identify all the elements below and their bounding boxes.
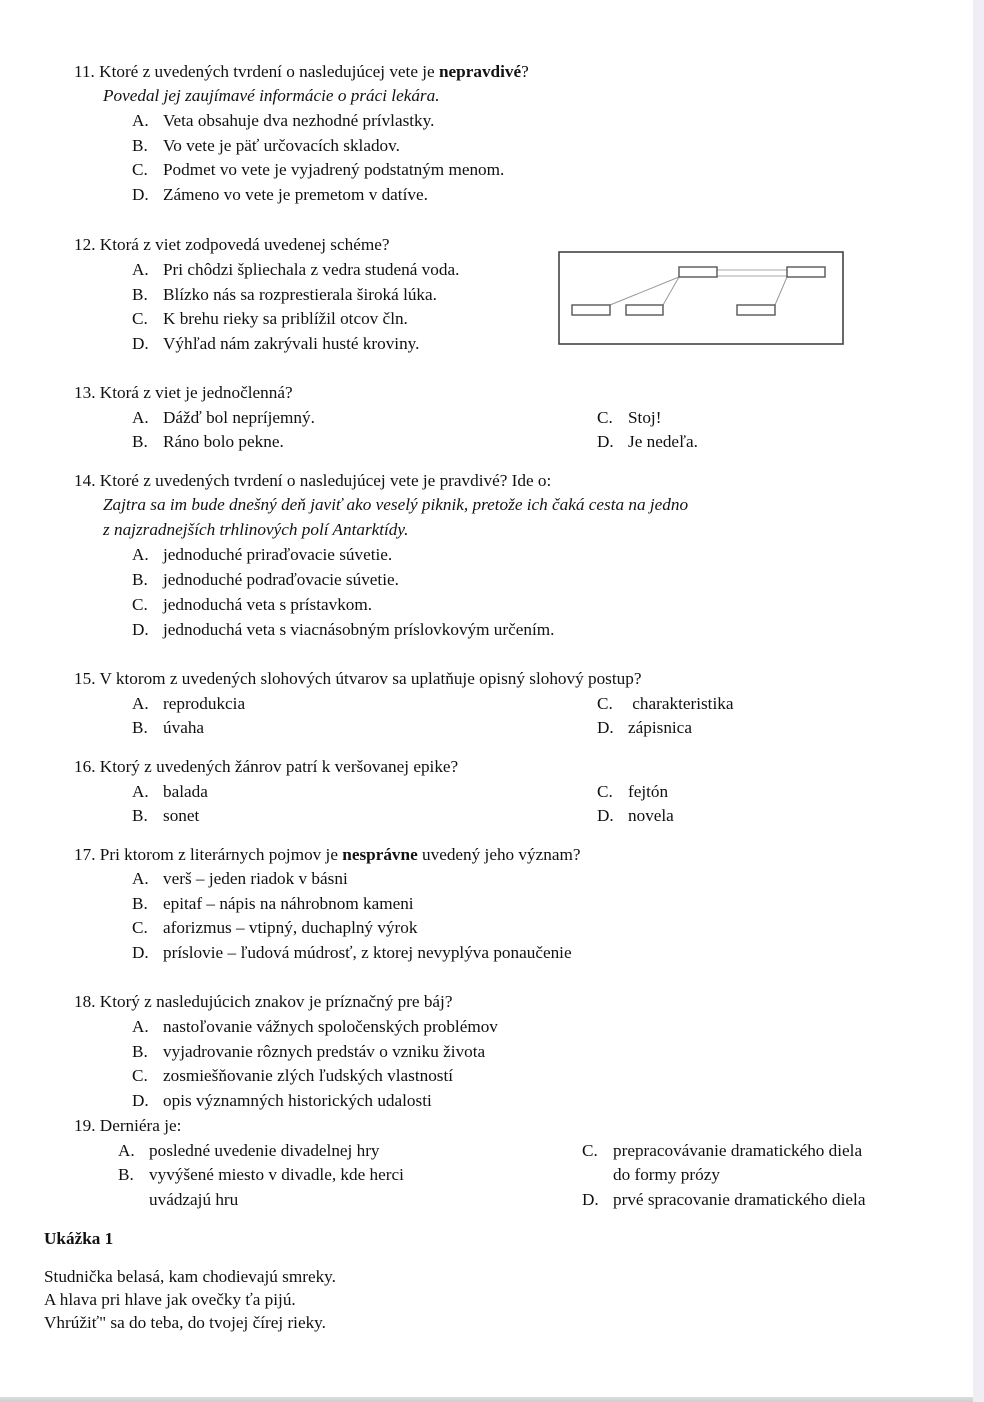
option-letter: A. [132,694,149,713]
option-text: jednoduché priraďovacie súvetie. [163,545,393,564]
question-11 [74,62,529,82]
option-11-c [132,160,504,180]
question-text: Derniéra je: [99,1116,182,1135]
question-emphasis: nepravdivé [438,62,522,81]
diagram-frame [559,252,843,344]
scheme-box-subject [679,267,717,277]
option-text: epitaf – nápis na náhrobnom kameni [163,894,414,913]
option-text: nastoľovanie vážnych spoločenských problémov [163,1017,498,1036]
option-text: Výhľad nám zakrývali husté kroviny. [163,334,420,353]
option-text: verš – jeden riadok v básni [163,869,348,888]
option-letter: D. [132,185,149,204]
option-19-b-continued: uvádzajú hru [149,1190,239,1209]
option-letter: A. [132,408,149,427]
option-17-d [132,943,572,963]
option-17-c [132,918,417,938]
option-19-c-continued: do formy prózy [613,1165,720,1184]
option-text: charakteristika [628,694,734,713]
question-text: Ktoré z uvedených tvrdení o nasledujúcej vete je pravdivé? Ide o: [99,471,552,490]
question-19 [74,1116,181,1136]
option-text: prvé spracovanie dramatického diela [613,1190,866,1209]
option-letter: A. [118,1141,135,1160]
option-letter: D. [597,718,614,737]
option-12-a [132,260,459,280]
option-19-a [118,1141,380,1161]
option-letter: C. [132,309,148,328]
option-12-b [132,285,437,305]
question-17 [74,845,580,865]
option-16-b [132,806,199,826]
option-14-b [132,570,399,590]
option-17-a [132,869,348,889]
scheme-box-1 [572,305,610,315]
option-15-d [597,718,692,738]
option-letter: A. [132,1017,149,1036]
option-text: Zámeno vo vete je premetom v datíve. [163,185,428,204]
option-19-c [582,1141,862,1161]
sentence-scheme-diagram [558,251,846,347]
option-letter: A. [132,260,149,279]
option-text: reprodukcia [163,694,246,713]
link-1 [610,277,679,305]
option-text: aforizmus – vtipný, duchaplný výrok [163,918,418,937]
option-letter: D. [582,1190,599,1209]
poem-line-2: A hlava pri hlave jak ovečky ťa pijú. [44,1290,296,1309]
poem-line-3: Vhrúžiť" sa do teba, do tvojej čírej rieky. [44,1313,326,1332]
option-letter: C. [132,595,148,614]
option-17-b [132,894,414,914]
question-text: Ktorý z nasledujúcich znakov je príznačný pre báj? [99,992,453,1011]
option-11-b [132,136,400,156]
option-13-a [132,408,315,428]
question-text: V ktorom z uvedených slohových útvarov sa uplatňuje opisný slohový postup? [99,669,642,688]
option-12-d [132,334,419,354]
question-18 [74,992,452,1012]
option-text: balada [163,782,208,801]
option-text: Dážď bol nepríjemný. [163,408,315,427]
link-3 [775,277,787,305]
poem-line-1: Studnička belasá, kam chodievajú smreky. [44,1267,336,1286]
question-number: 13. [74,383,96,402]
question-text: Ktorý z uvedených žánrov patrí k veršovanej epike? [99,757,459,776]
question-12 [74,235,389,255]
option-text: Veta obsahuje dva nezhodné prívlastky. [163,111,435,130]
option-11-a [132,111,434,131]
option-letter: B. [132,136,148,155]
option-text: vyjadrovanie rôznych predstáv o vzniku života [163,1042,486,1061]
link-2 [663,277,679,305]
option-letter: A. [132,869,149,888]
option-text: Vo vete je päť určovacích skladov. [163,136,400,155]
option-text: fejtón [628,782,669,801]
option-text: zápisnica [628,718,692,737]
option-14-a [132,545,392,565]
option-text: zosmiešňovanie zlých ľudských vlastností [163,1066,454,1085]
option-letter: A. [132,782,149,801]
option-letter: C. [582,1141,598,1160]
option-text: novela [628,806,674,825]
option-text: Ráno bolo pekne. [163,432,284,451]
option-15-c [597,694,733,714]
option-19-b [118,1165,404,1185]
option-15-a [132,694,245,714]
option-letter: C. [597,782,613,801]
question-number: 16. [74,757,96,776]
option-text: úvaha [163,718,205,737]
option-text: posledné uvedenie divadelnej hry [149,1141,380,1160]
option-letter: B. [132,806,148,825]
question-text-end: ? [521,62,529,81]
option-text: prepracovávanie dramatického diela [613,1141,863,1160]
option-text: Je nedeľa. [628,432,698,451]
option-text: Pri chôdzi špliechala z vedra studená voda. [163,260,460,279]
option-11-d [132,185,428,205]
option-letter: B. [132,718,148,737]
option-text: K brehu rieky sa priblížil otcov čln. [163,309,408,328]
option-18-b [132,1042,485,1062]
option-letter: A. [132,545,149,564]
option-18-a [132,1017,498,1037]
page-bottom-edge [0,1397,973,1402]
option-19-d [582,1190,865,1210]
question-14 [74,471,551,491]
option-text: opis významných historických udalosti [163,1091,432,1110]
option-letter: B. [132,285,148,304]
option-letter: C. [132,160,148,179]
question-text: Ktorá z viet je jednočlenná? [99,383,293,402]
question-number: 15. [74,669,96,688]
question-emphasis: nesprávne [342,845,418,864]
question-number: 19. [74,1116,96,1135]
option-letter: B. [132,432,148,451]
option-letter: D. [132,1091,149,1110]
option-text: Stoj! [628,408,662,427]
option-text: sonet [163,806,200,825]
option-letter: B. [118,1165,134,1184]
option-text: Podmet vo vete je vyjadrený podstatným menom. [163,160,505,179]
question-text: Pri ktorom z literárnych pojmov je [99,845,343,864]
option-15-b [132,718,204,738]
example-sentence: Povedal jej zaujímavé informácie o práci lekára. [103,86,440,105]
question-text-end: uvedený jeho význam? [417,845,581,864]
option-13-c [597,408,661,428]
example-sentence-line-1: Zajtra sa im bude dnešný deň javiť ako veselý piknik, pretože ich čaká cesta na jedno [103,495,689,514]
option-13-d [597,432,698,452]
option-letter: C. [597,408,613,427]
option-text: jednoduchá veta s prístavkom. [163,595,373,614]
sample-heading: Ukážka 1 [44,1229,114,1248]
option-letter: C. [597,694,613,713]
option-letter: D. [597,432,614,451]
option-letter: C. [132,1066,148,1085]
option-12-c [132,309,408,329]
question-text: Ktoré z uvedených tvrdení o nasledujúcej vete je [99,62,439,81]
scheme-box-3 [737,305,775,315]
option-14-d [132,620,554,640]
option-text: Blízko nás sa rozprestierala široká lúka. [163,285,437,304]
option-letter: B. [132,570,148,589]
option-14-c [132,595,372,615]
question-number: 12. [74,235,96,254]
option-letter: C. [132,918,148,937]
option-16-a [132,782,208,802]
option-letter: B. [132,894,148,913]
option-letter: B. [132,1042,148,1061]
option-letter: D. [132,334,149,353]
question-number: 17. [74,845,96,864]
option-text: jednoduché podraďovacie súvetie. [163,570,399,589]
option-letter: A. [132,111,149,130]
scheme-box-2 [626,305,663,315]
question-15 [74,669,641,689]
example-sentence-line-2: z najzradnejších trhlinových polí Antarktídy. [103,520,409,539]
option-13-b [132,432,284,452]
option-letter: D. [132,620,149,639]
option-text: vyvýšené miesto v divadle, kde herci [149,1165,404,1184]
option-16-d [597,806,674,826]
option-18-d [132,1091,432,1111]
option-text: jednoduchá veta s viacnásobným príslovkovým určením. [163,620,555,639]
question-16 [74,757,458,777]
scheme-box-predicate [787,267,825,277]
question-13 [74,383,293,403]
question-number: 14. [74,471,96,490]
option-letter: D. [597,806,614,825]
option-18-c [132,1066,453,1086]
option-text: príslovie – ľudová múdrosť, z ktorej nevyplýva ponaučenie [163,943,572,962]
question-number: 18. [74,992,96,1011]
option-letter: D. [132,943,149,962]
question-text: Ktorá z viet zodpovedá uvedenej schéme? [99,235,390,254]
option-16-c [597,782,668,802]
question-number: 11. [74,62,95,81]
